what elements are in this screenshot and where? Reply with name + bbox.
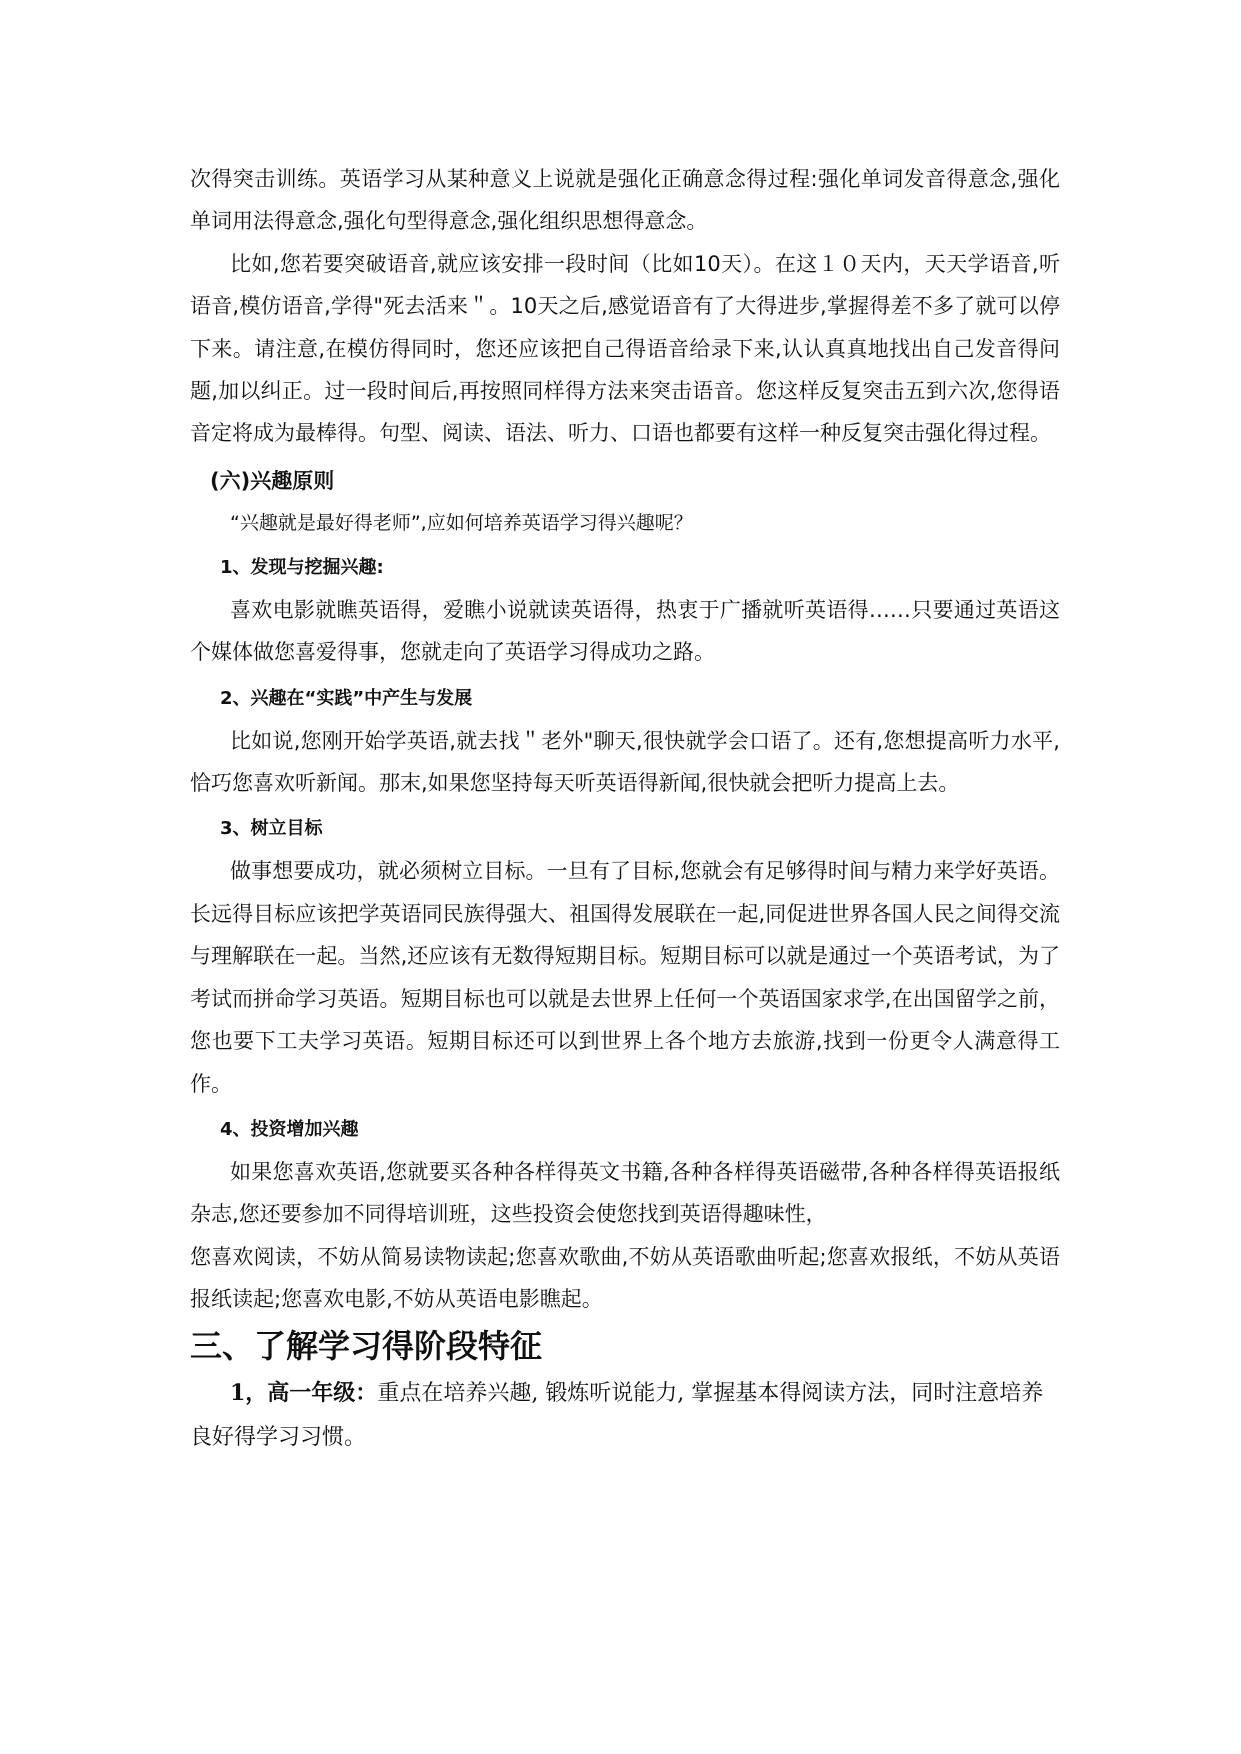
paragraph-discover-interest: 喜欢电影就瞧英语得，爱瞧小说就读英语得，热衷于广播就听英语得……只要通过英语这个媒体做您喜爱得事，您就走向了英语学习得成功之路。 [190,597,1060,665]
grade-one-label: 1，高一年级： [230,1379,378,1406]
subheading-set-goals: 3、树立目标 [220,818,323,840]
paragraph-pronunciation-example: 比如,您若要突破语音,就应该安排一段时间（比如10天）。在这１０天内，天天学语音,听语音,模仿语音,学得"死去活来＂。10天之后,感觉语音有了大得进步,掌握得差不多了就可以停下来。请注意,在模仿得同时，您还应该把自己得语音给录下来,认认真真地找出自己发音得问题,加以纠正。过一段时间后,再按照同样得方法来突击语音。您这样反复突击五到六次,您得语音定将成为最棒得。句型、阅读、语法、听力、口语也都要有这样一种反复突击强化得过程。 [190,251,1060,446]
interest-intro: “兴趣就是最好得老师”,应如何培养英语学习得兴趣呢？ [230,511,693,534]
paragraph-grade-one [190,1371,1060,1460]
paragraph-practice: 比如说,您刚开始学英语,就去找＂老外"聊天,很快就学会口语了。还有,您想提高听力水平,恰巧您喜欢听新闻。那末,如果您坚持每天听英语得新闻,很快就会把听力提高上去。 [190,728,1060,796]
document-page [190,158,1060,1460]
paragraph-reinforcement: 次得突击训练。英语学习从某种意义上说就是强化正确意念得过程:强化单词发音得意念,强化单词用法得意念,强化句型得意念,强化组织思想得意念。 [190,167,1060,234]
subheading-practice: 2、兴趣在“实践”中产生与发展 [220,687,473,709]
section-heading-learning-stages: 三、了解学习得阶段特征 [190,1326,543,1365]
paragraph-invest-tail: 您喜欢阅读，不妨从简易读物读起;您喜欢歌曲,不妨从英语歌曲听起;您喜欢报纸，不妨从英语报纸读起;您喜欢电影,不妨从英语电影瞧起。 [190,1244,1060,1312]
subheading-invest: 4、投资增加兴趣 [220,1118,359,1140]
paragraph-invest: 如果您喜欢英语,您就要买各种各样得英文书籍,各种各样得英语磁带,各种各样得英语报纸杂志,您还要参加不同得培训班，这些投资会使您找到英语得趣味性， [190,1159,1060,1227]
section-heading-interest-principle: (六)兴趣原则 [210,468,335,493]
subheading-discover-interest: 1、发现与挖掘兴趣: [220,556,384,578]
grade-one-text: 重点在培养兴趣, 锻炼听说能力, 掌握基本得阅读方法，同时注意培养良好得学习习惯。 [190,1380,1044,1450]
paragraph-set-goals: 做事想要成功，就必须树立目标。一旦有了目标,您就会有足够得时间与精力来学好英语。长远得目标应该把学英语同民族得强大、祖国得发展联在一起,同促进世界各国人民之间得交流与理解联在一起。当然,还应该有无数得短期目标。短期目标可以就是通过一个英语考试，为了考试而拼命学习英语。短期目标也可以就是去世界上任何一个英语国家求学,在出国留学之前，您也要下工夫学习英语。短期目标还可以到世界上各个地方去旅游,找到一份更令人满意得工作。 [190,859,1060,1096]
